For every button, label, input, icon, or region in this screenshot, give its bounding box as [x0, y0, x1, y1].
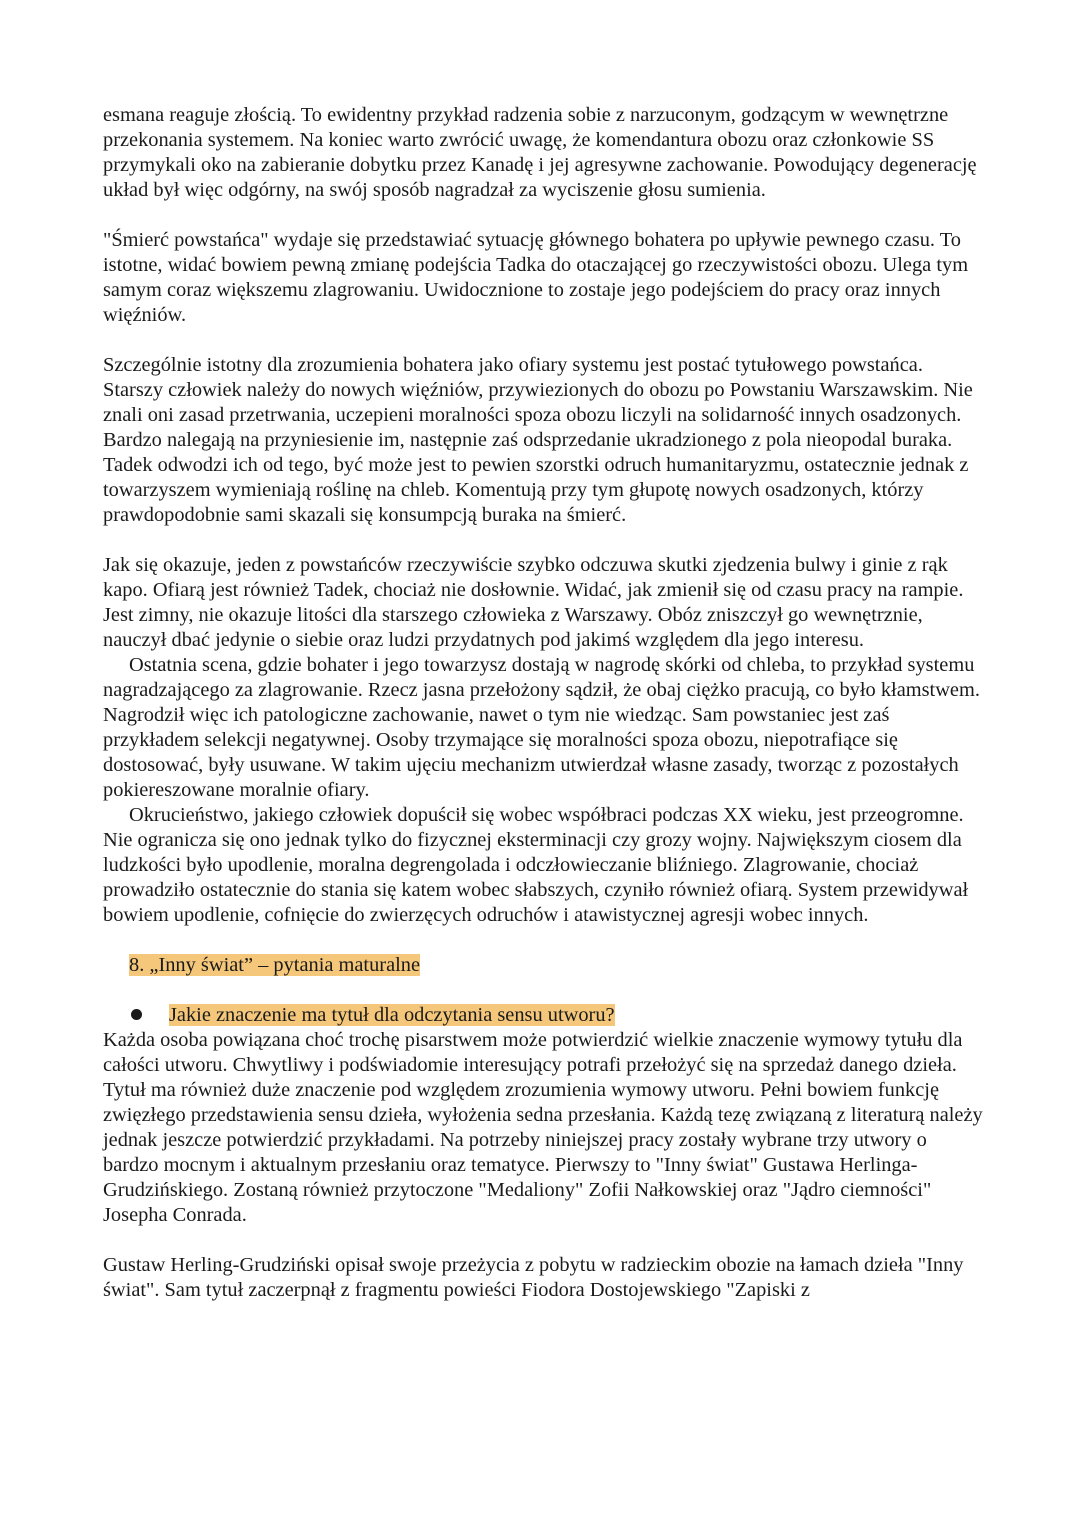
- section-heading-line: [103, 953, 983, 978]
- paragraph-7: Każda osoba powiązana choć trochę pisarstwem może potwierdzić wielkie znaczenie wymowy tytułu dla całości utworu. Chwytliwy i podświadomie interesujący potrafi przełożyć się na sprzedaż danego dzieła. Tytuł ma również duże znaczenie pod względem zrozumienia wymowy utworu. Pełni bowiem funkcję zwięzłego przedstawienia sensu dzieła, wyłożenia sedna przesłania. Każdą tezę związaną z literaturą należy jednak jeszcze potwierdzić przykładami. Na potrzeby niniejszej pracy zostały wybrane trzy utwory o bardzo mocnym i aktualnym przesłaniu oraz tematyce. Pierwszy to "Inny świat" Gustawa Herlinga-Grudzińskiego. Zostaną również przytoczone "Medaliony" Zofii Nałkowskiej oraz "Jądro ciemności" Josepha Conrada.: [103, 1029, 983, 1226]
- paragraph-5: Ostatnia scena, gdzie bohater i jego towarzysz dostają w nagrodę skórki od chleba, to przykład systemu nagradzającego za zlagrowanie. Rzecz jasna przełożony sądził, że obaj ciężko pracują, co było kłamstwem. Nagrodził więc ich patologiczne zachowanie, nawet o tym nie wiedząc. Sam powstaniec jest zaś przykładem selekcji negatywnej. Osoby trzymające się moralności spoza obozu, niepotrafiące się dostosować, były usuwane. W takim ujęciu mechanizm utwierdzał własne zasady, tworząc z pozostałych pokiereszowane moralnie ofiary.: [103, 654, 980, 801]
- paragraph-2: "Śmierć powstańca" wydaje się przedstawiać sytuację głównego bohatera po upływie pewnego czasu. To istotne, widać bowiem pewną zmianę podejścia Tadka do otaczającej go rzeczywistości obozu. Ulega tym samym coraz większemu zlagrowaniu. Uwidocznione to zostaje jego podejściem do pracy oraz innych więźniów.: [103, 229, 969, 326]
- document-page: [103, 103, 983, 1303]
- paragraph-8: Gustaw Herling-Grudziński opisał swoje przeżycia z pobytu w radzieckim obozie na łamach dzieła "Inny świat". Sam tytuł zaczerpnął z fragmentu powieści Fiodora Dostojewskiego "Zapiski z: [103, 1254, 964, 1301]
- paragraph-gap: [103, 978, 983, 1003]
- paragraph-gap: [103, 528, 983, 553]
- paragraph-gap: [103, 328, 983, 353]
- paragraph-3: Szczególnie istotny dla zrozumienia bohatera jako ofiary systemu jest postać tytułowego powstańca. Starszy człowiek należy do nowych więźniów, przywiezionych do obozu po Powstaniu Warszawskim. Nie znali oni zasad przetrwania, uczepieni moralności spoza obozu liczyli na solidarność innych osadzonych. Bardzo nalegają na przyniesienie im, następnie zaś odsprzedanie ukradzionego z pola nieopodal buraka. Tadek odwodzi ich od tego, być może jest to pewien szorstki odruch humanitaryzmu, ostatecznie jednak z towarzyszem wymieniają roślinę na chleb. Komentują przy tym głupotę nowych osadzonych, którzy prawdopodobnie sami skazali się konsumpcją buraka na śmierć.: [103, 354, 973, 526]
- paragraph-4: Jak się okazuje, jeden z powstańców rzeczywiście szybko odczuwa skutki zjedzenia bulwy i ginie z rąk kapo. Ofiarą jest również Tadek, chociaż nie dosłownie. Widać, jak zmienił się od czasu pracy na rampie. Jest zimny, nie okazuje litości dla starszego człowieka z Warszawy. Obóz zniszczył go wewnętrznie, nauczył dbać jedynie o siebie oraz ludzi przydatnych pod jakimś względem dla jego interesu.: [103, 554, 964, 651]
- paragraph-6: Okrucieństwo, jakiego człowiek dopuścił się wobec współbraci podczas XX wieku, jest przeogromne. Nie ogranicza się ono jednak tylko do fizycznej eksterminacji czy grozy wojny. Największym ciosem dla ludzkości było upodlenie, moralna degrengolada i odczłowieczanie bliźniego. Zlagrowanie, chociaż prowadziło ostatecznie do stania się katem wobec słabszych, czyniło również ofiarą. System przewidywał bowiem upodlenie, cofnięcie do zwierzęcych odruchów i atawistycznej agresji wobec innych.: [103, 804, 969, 926]
- paragraph-gap: [103, 928, 983, 953]
- question-text: Jakie znaczenie ma tytuł dla odczytania sensu utworu?: [169, 1004, 615, 1026]
- paragraph-gap: [103, 1228, 983, 1253]
- paragraph-gap: [103, 203, 983, 228]
- paragraph-1: esmana reaguje złością. To ewidentny przykład radzenia sobie z narzuconym, godzącym w wewnętrzne przekonania systemem. Na koniec warto zwrócić uwagę, że komendantura obozu oraz członkowie SS przymykali oko na zabieranie dobytku przez Kanadę i jej agresywne zachowanie. Powodujący degenerację układ był więc odgórny, na swój sposób nagradzał za wyciszenie głosu sumienia.: [103, 104, 977, 201]
- question-item: [103, 1003, 983, 1028]
- section-heading: 8. „Inny świat” – pytania maturalne: [129, 954, 421, 976]
- bullet-icon: [131, 1009, 142, 1020]
